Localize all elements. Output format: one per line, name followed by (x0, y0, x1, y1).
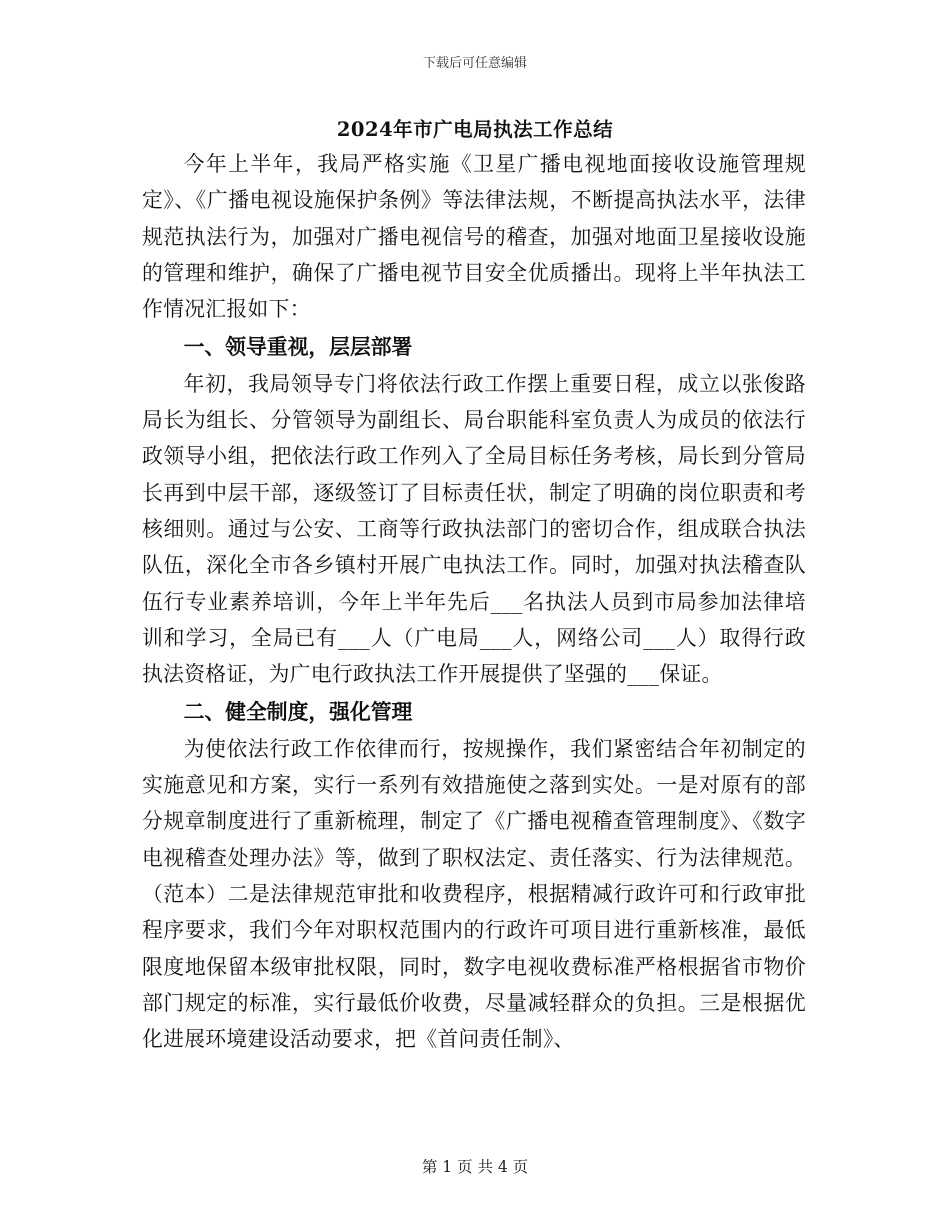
intro-paragraph: 今年上半年，我局严格实施《卫星广播电视地面接收设施管理规定》、《广播电视设施保护条例》等法律法规，不断提高执法水平，法律规范执法行为，加强对广播电视信号的稽查，加强对地面卫星接收设施的管理和维护，确保了广播电视节目安全优质播出。现将上半年执法工作情况汇报如下： (142, 152, 806, 322)
page-number-footer: 第 1 页 共 4 页 (421, 1158, 529, 1176)
section-heading-2: 二、健全制度，强化管理 (183, 699, 413, 725)
section-body-1: 年初，我局领导专门将依法行政工作摆上重要日程，成立以张俊路局长为组长、分管领导为副组长、局台职能科室负责人为成员的依法行政领导小组，把依法行政工作列入了全局目标任务考核，局长到分管局长再到中层干部，逐级签订了目标责任状，制定了明确的岗位职责和考核细则。通过与公安、工商等行政执法部门的密切合作，组成联合执法队伍，深化全市各乡镇村开展广电执法工作。同时，加强对执法稽查队伍行专业素养培训，今年上半年先后___名执法人员到市局参加法律培训和学习，全局已有___人（广电局___人，网络公司___人）取得行政执法资格证，为广电行政执法工作开展提供了坚强的___保证。 (142, 371, 806, 687)
document-body (142, 146, 806, 1057)
page-header-note: 下载后可任意编辑 (422, 56, 527, 71)
document-title: 2024年市广电局执法工作总结 (336, 118, 614, 141)
section-heading-1: 一、领导重视，层层部署 (183, 334, 413, 360)
section-body-2: 为使依法行政工作依律而行，按规操作，我们紧密结合年初制定的实施意见和方案，实行一系列有效措施使之落到实处。一是对原有的部分规章制度进行了重新梳理，制定了《广播电视稽查管理制度》、《数字电视稽查处理办法》等，做到了职权法定、责任落实、行为法律规范。（范本）二是法律规范审批和收费程序，根据精减行政许可和行政审批程序要求，我们今年对职权范围内的行政许可项目进行重新核准，最低限度地保留本级审批权限，同时，数字电视收费标准严格根据省市物价部门规定的标准，实行最低价收费，尽量减轻群众的负担。三是根据优化进展环境建设活动要求，把《首问责任制》、 (142, 736, 806, 1052)
